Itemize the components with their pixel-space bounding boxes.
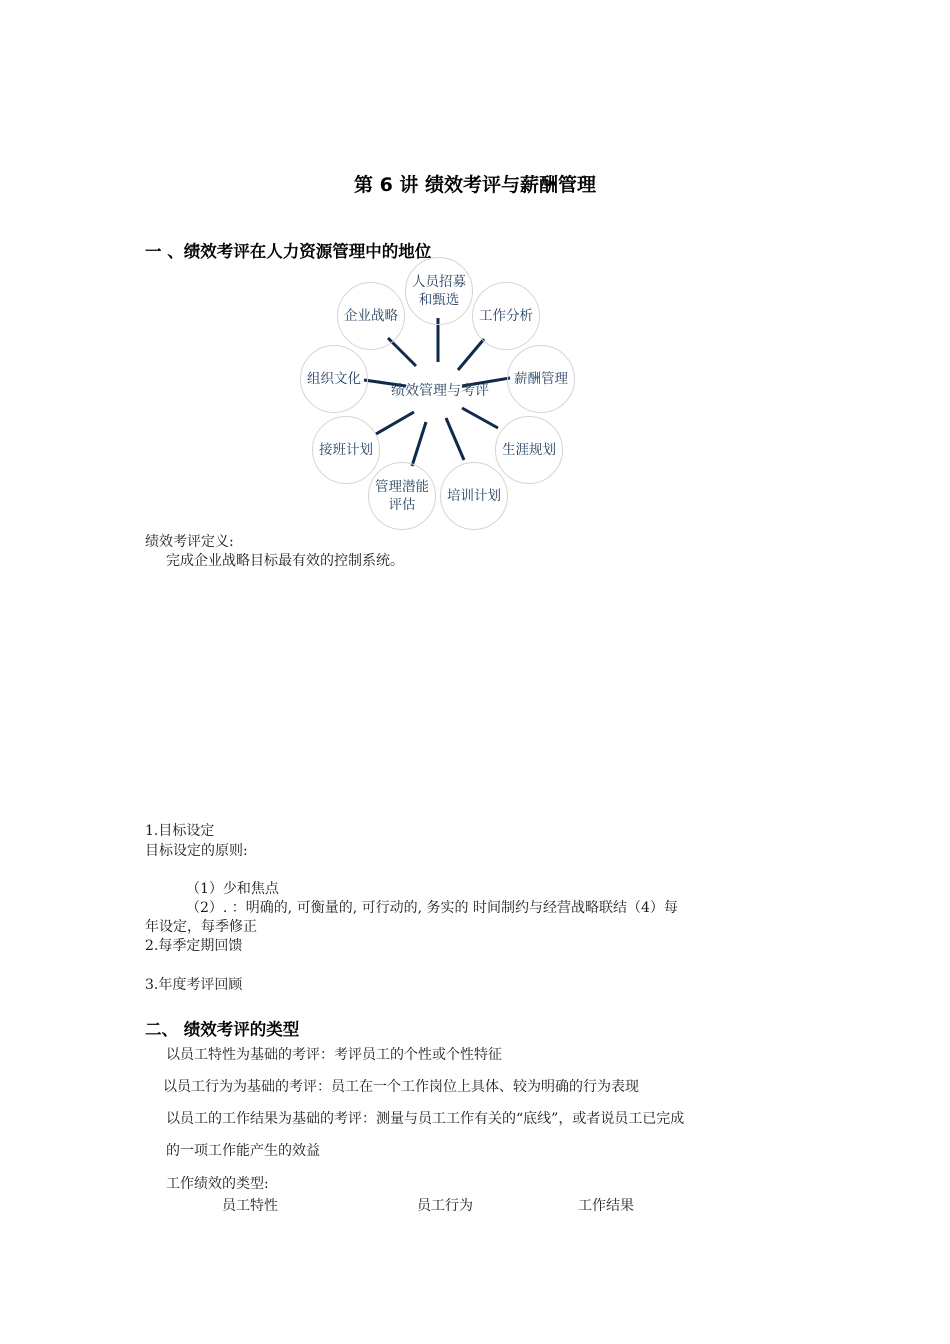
diagram-node-training-plan: 培训计划 [440, 462, 508, 530]
spoke-succession [376, 412, 414, 434]
diagram-node-succession-plan: 接班计划 [312, 416, 380, 484]
performance-types-label: 工作绩效的类型: [166, 1176, 269, 1192]
principle-1: （1）少和焦点 [186, 881, 279, 897]
diagram-center-label: 绩效管理与考评 [391, 383, 489, 399]
performance-type-trait: 员工特性 [222, 1198, 278, 1214]
spoke-career [462, 408, 498, 428]
diagram-node-recruitment: 人员招募和甄选 [405, 257, 473, 325]
principle-2-line-1: （2）. ：明确的, 可衡量的, 可行动的, 务实的 时间制约与经营战略联结（4）每 [186, 900, 678, 916]
page-title: 第 6 讲 绩效考评与薪酬管理 [353, 174, 597, 196]
step-3-annual-review: 3.年度考评回顾 [145, 977, 243, 993]
goal-principles-label: 目标设定的原则: [145, 843, 248, 859]
performance-type-behavior: 员工行为 [417, 1198, 473, 1214]
section-heading-2: 二、 绩效考评的类型 [145, 1020, 300, 1039]
spoke-job-analysis [458, 339, 484, 370]
type-behavior-based: 以员工行为为基础的考评：员工在一个工作岗位上具体、较为明确的行为表现 [163, 1079, 639, 1095]
diagram-node-management-potential: 管理潜能评估 [368, 462, 436, 530]
definition-text: 完成企业战略目标最有效的控制系统。 [166, 553, 404, 569]
diagram-node-compensation: 薪酬管理 [507, 345, 575, 413]
type-result-based-line-1: 以员工的工作结果为基础的考评：测量与员工工作有关的“底线”，或者说员工已完成 [166, 1111, 685, 1127]
performance-type-result: 工作结果 [578, 1198, 634, 1214]
section-heading-1: 一 、绩效考评在人力资源管理中的地位 [145, 242, 432, 261]
definition-label: 绩效考评定义: [145, 534, 234, 550]
diagram-node-org-culture: 组织文化 [300, 345, 368, 413]
diagram-node-career-planning: 生涯规划 [495, 416, 563, 484]
step-2-quarterly-feedback: 2.每季定期回馈 [145, 938, 243, 954]
type-result-based-line-2: 的一项工作能产生的效益 [166, 1143, 320, 1159]
diagram-node-corporate-strategy: 企业战略 [337, 282, 405, 350]
principle-2-line-2: 年设定，每季修正 [145, 919, 257, 935]
diagram-node-job-analysis: 工作分析 [472, 282, 540, 350]
spoke-potential [412, 422, 426, 466]
spoke-training [446, 418, 464, 460]
hr-position-diagram [300, 262, 580, 528]
step-1-goal-setting: 1.目标设定 [145, 823, 215, 839]
type-trait-based: 以员工特性为基础的考评：考评员工的个性或个性特征 [166, 1047, 502, 1063]
